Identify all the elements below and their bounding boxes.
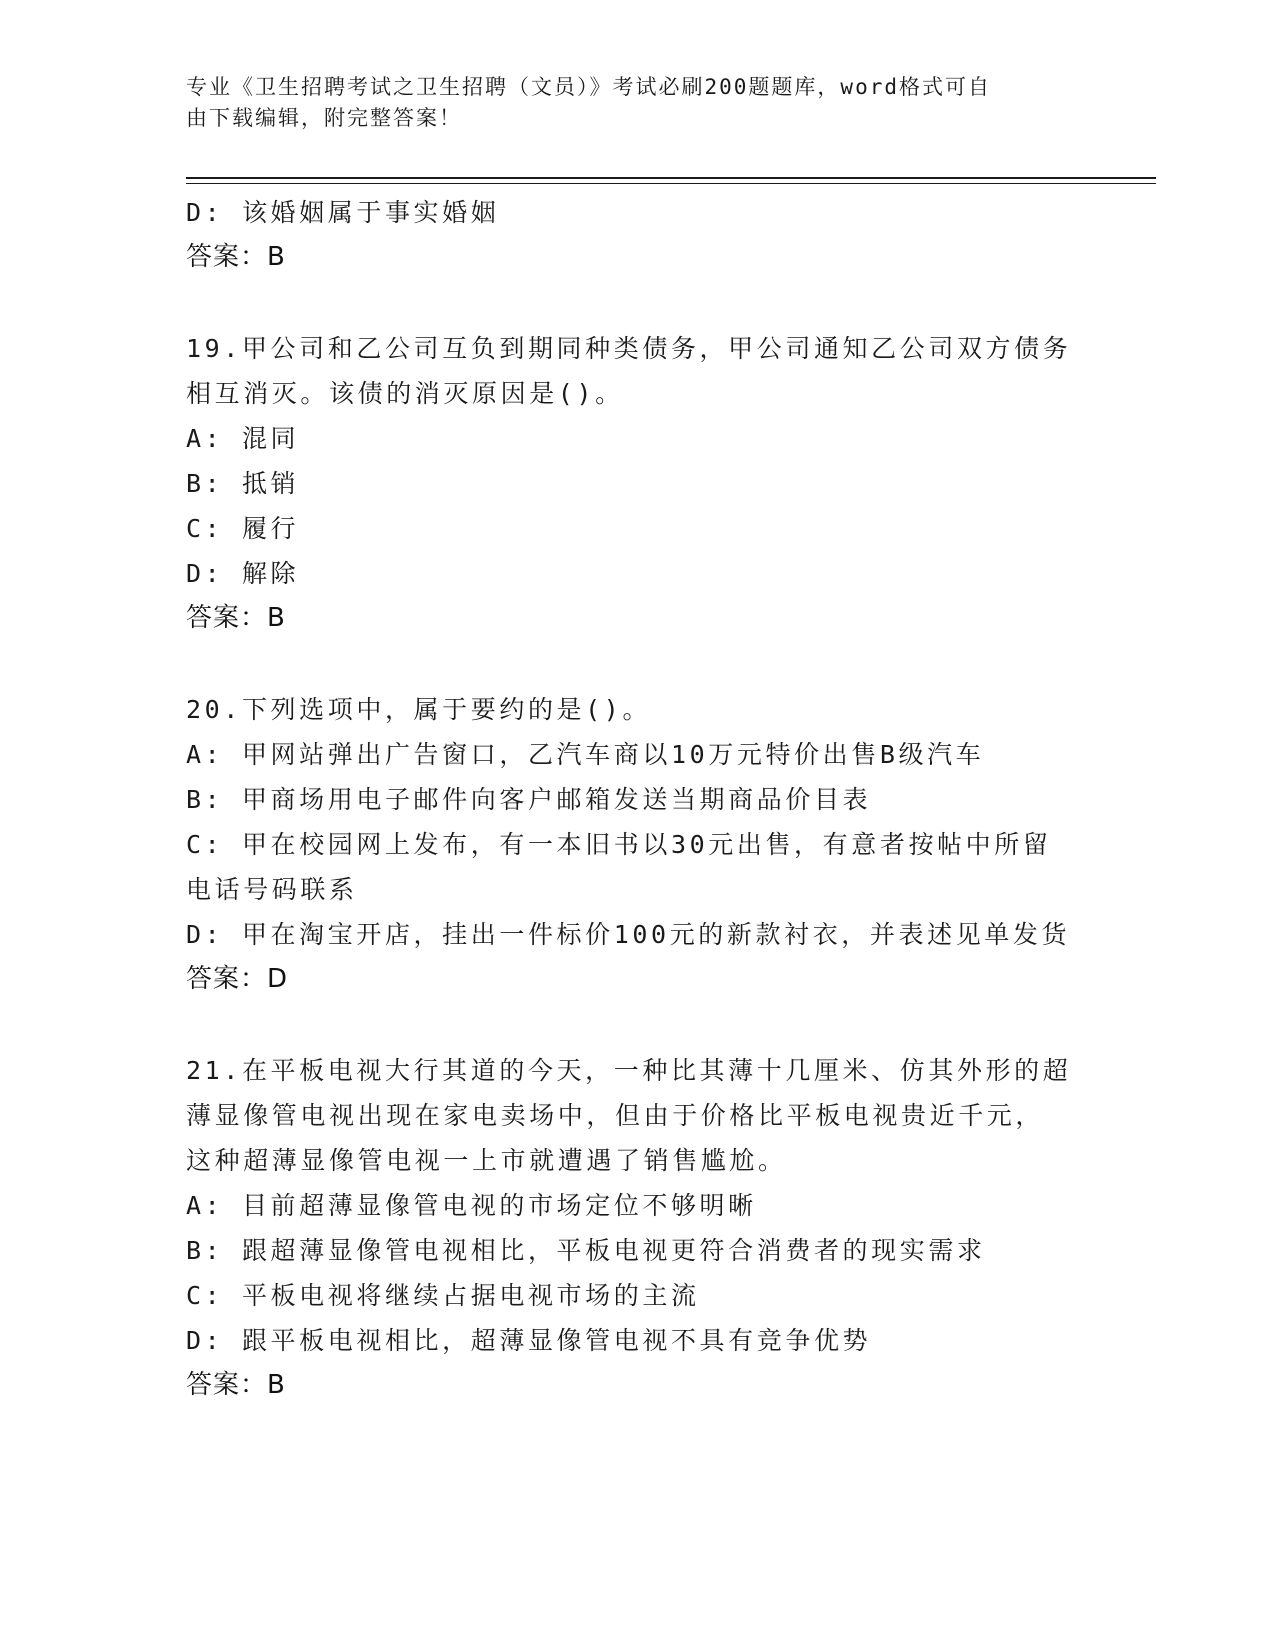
- option-a: A: 目前超薄显像管电视的市场定位不够明晰: [186, 1191, 757, 1220]
- option-d: D: 该婚姻属于事实婚姻: [186, 198, 500, 227]
- question-19: [186, 326, 1086, 641]
- option-d: D: 甲在淘宝开店，挂出一件标价100元的新款衬衣，并表述见单发货: [186, 920, 1071, 949]
- option-b: B: 甲商场用电子邮件向客户邮箱发送当期商品价目表: [186, 785, 872, 814]
- option-a: A: 甲网站弹出广告窗口，乙汽车商以10万元特价出售B级汽车: [186, 740, 985, 769]
- page-header: [186, 72, 1066, 134]
- question-stem-line: 19.甲公司和乙公司互负到期同种类债务，甲公司通知乙公司双方债务: [186, 334, 1072, 363]
- spacer: [186, 641, 1086, 687]
- option-c: C: 甲在校园网上发布，有一本旧书以30元出售，有意者按帖中所留: [186, 830, 1052, 859]
- answer-line: 答案：B: [186, 1370, 286, 1400]
- question-stem-line: 21.在平板电视大行其道的今天，一种比其薄十几厘米、仿其外形的超: [186, 1056, 1072, 1085]
- question-stem-line: 20.下列选项中，属于要约的是()。: [186, 695, 652, 724]
- answer-line: 答案：B: [186, 603, 286, 633]
- answer-line: 答案：D: [186, 964, 289, 994]
- question-stem-line: 薄显像管电视出现在家电卖场中，但由于价格比平板电视贵近千元，: [186, 1101, 1045, 1130]
- question-list: [186, 190, 1086, 1408]
- header-title-line-2: 由下载编辑，附完整答案！: [186, 106, 462, 130]
- option-b: B: 抵销: [186, 469, 300, 498]
- option-c: C: 平板电视将继续占据电视市场的主流: [186, 1281, 700, 1310]
- option-c: C: 履行: [186, 514, 300, 543]
- spacer: [186, 280, 1086, 326]
- question-stem-line: 这种超薄显像管电视一上市就遭遇了销售尴尬。: [186, 1146, 787, 1175]
- answer-line: 答案：B: [186, 242, 286, 272]
- previous-question-tail: [186, 190, 1086, 280]
- question-20: [186, 687, 1086, 1002]
- header-title-line-1: 专业《卫生招聘考试之卫生招聘（文员）》考试必刷200题题库，word格式可自: [186, 75, 991, 99]
- option-d: D: 解除: [186, 559, 300, 588]
- header-divider-thick: [186, 177, 1156, 179]
- question-stem-line: 相互消灭。该债的消灭原因是()。: [186, 379, 624, 408]
- option-a: A: 混同: [186, 424, 300, 453]
- option-b: B: 跟超薄显像管电视相比，平板电视更符合消费者的现实需求: [186, 1236, 986, 1265]
- option-d: D: 跟平板电视相比，超薄显像管电视不具有竞争优势: [186, 1326, 872, 1355]
- option-c-continued: 电话号码联系: [186, 875, 358, 904]
- spacer: [186, 1002, 1086, 1048]
- header-divider-thin: [186, 183, 1156, 184]
- question-21: [186, 1048, 1086, 1408]
